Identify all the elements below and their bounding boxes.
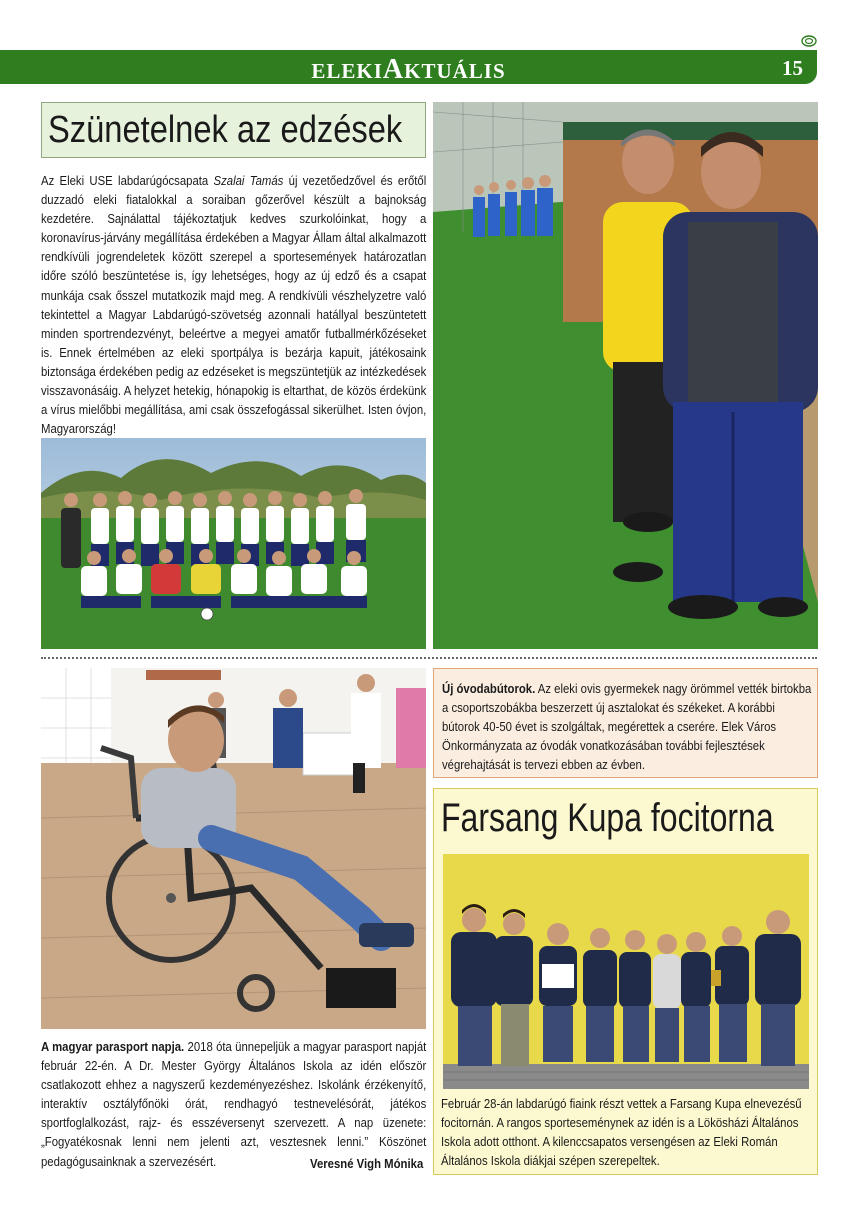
farsang-team-photo [443,854,809,1089]
article-title-box [41,102,426,158]
ovoda-info-box [433,668,818,778]
magazine-title: ELEKIAKTUÁLIS [311,54,506,85]
farsang-title: Farsang Kupa focitorna [441,796,774,840]
article-title: Szünetelnek az edzések [48,109,403,151]
article-parasport-lead: A magyar parasport napja. [41,1039,185,1054]
article-parasport-author: Veresné Vigh Mónika [310,1156,424,1171]
article-parasport-body: A magyar parasport napja. 2018 óta ünnepeljük a magyar parasport napját február 22-én. A Dr. Mester György Általános Iskola az idén először csatlakozott ehhez a nagyszerű kezdeményezéshez. Iskolánk érzékenyítő, interaktív osztályfőnöki órát, rendhagyó testnevelésórát, játékos sportfoglalkozást, rajz- és esszéversenyt szervezett. A nap üzenete: „Fogyatékosnak lenni nem jelenti azt, vesztesnek lenni.” Köszönet pedagógusainknak a szervezésért. [41,1039,427,1169]
section-divider [41,657,817,659]
swirl-ornament-icon [801,35,817,47]
article-ovoda-body: Új óvodabútorok. Az eleki ovis gyermekek nagy örömmel vették birtokba a csoportszobákba beszerzett új asztalokat és székeket. A korábbi bútorok 40-50 évet is szolgáltak, megérettek a cserére. Elek Város Önkormányzata az óvodák vonatkozásában további fejlesztések végrehajtását is tervezi ebben az évben. [442,681,812,773]
coach-name: Szalai Tamás [213,173,284,188]
coaches-photo [433,102,818,649]
article-farsang-body: Február 28-án labdarúgó fiaink részt vettek a Farsang Kupa elnevezésű focitornán. A rangos sporteseménynek az idén is a Lökösházi Általános Iskola adott otthont. A kilenccsapatos versengésen az Eleki Román Általános Iskola diákjai szépen szerepeltek. [441,1096,802,1169]
wheelchair-photo [41,668,426,1029]
page-number: 15 [782,56,803,80]
team-photo [41,438,426,649]
article-ovoda-lead: Új óvodabútorok. [442,681,536,696]
article-main-body: Az Eleki USE labdarúgócsapata Szalai Tamás új vezetőedzővel és erőtől duzzadó eleki fiatalokkal a soraiban gőzerővel készült a bajnokság kezdetére. Sajnálattal tájékoztatjuk kedves szurkolóinkat, hogy a koronavírus-járvány megállítása érdekében a Magyar Állam által alkalmazott rendkívüli jogrendeletek között szerepel a sportesemények határozatlan időre szóló beszüntetése is, így lehetséges, hogy az új edző és a csapat munkája csak ősszel mutatkozik majd meg. A rendkívüli vészhelyzetre való tekintettel a Magyar Labdarúgó-szövetség azonnali hatállyal beszüntetett minden sportrendezvényt, beleértve a megyei amatőr futballmérkőzéseket is. Ennek értelmében az eleki sportpálya is bezárja kapuit, játékosaink biztonsága érdekében pedig az edzéseket is megszüntetjük az intézkedések visszavonásáig. A helyzet hetekig, hónapokig is eltarthat, de közös érdekünk a vírus mielőbbi megállítása, ami csak összefogással sikerülhet. Isten óvjon, Magyarország! [41,173,427,437]
